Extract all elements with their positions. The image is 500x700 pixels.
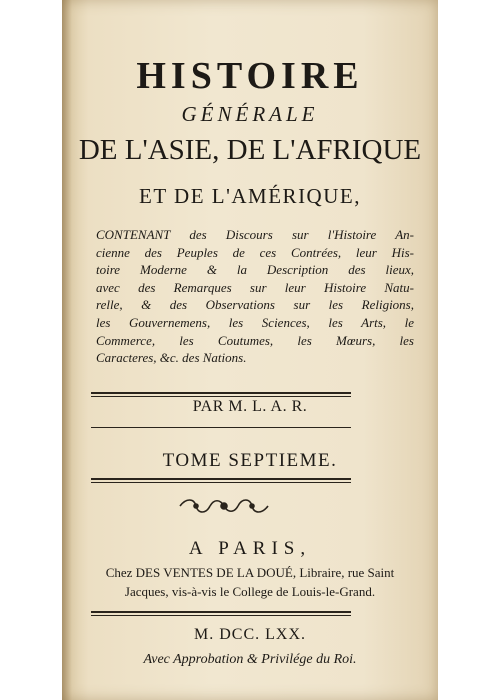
rule-below-author [91, 427, 351, 428]
description-line: cienne des Peuples de ces Contrées, leur His- [96, 244, 414, 260]
publication-date: M. DCC. LXX. [193, 626, 306, 643]
description-line: Caracteres, &c. des Nations. [96, 350, 247, 366]
volume-line: TOME SEPTIEME. [162, 450, 338, 471]
royal-approbation: Avec Approbation & Privilége du Roi. [143, 652, 357, 667]
title-line-histoire: HISTOIRE [136, 55, 364, 97]
fleuron-ornament-icon [176, 496, 272, 516]
rule-below-volume [91, 478, 351, 480]
rule-above-author [91, 392, 351, 394]
description-line: les Gouvernemens, les Sciences, les Arts, le [96, 314, 414, 330]
author-line: PAR M. L. A. R. [192, 398, 308, 415]
description-line: relle, & des Observations sur les Religions, [96, 297, 414, 313]
description-line: CONTENANT des Discours sur l'Histoire An- [96, 227, 414, 242]
description-line: Commerce, les Coutumes, les Mœurs, les [96, 332, 414, 348]
rule-above-date [91, 611, 351, 613]
description-line: toire Moderne & la Description des lieux, [96, 262, 414, 278]
title-line-generale: GÉNÉRALE [181, 102, 319, 126]
title-line-asie-afrique: DE L'ASIE, DE L'AFRIQUE [78, 134, 422, 166]
description-line: avec des Remarques sur leur Histoire Natu- [96, 279, 414, 295]
imprint-publisher-line-1: Chez DES VENTES DE LA DOUÉ, Libraire, rue Saint [105, 565, 395, 580]
title-line-amerique: ET DE L'AMÉRIQUE, [139, 184, 361, 208]
contents-description [96, 226, 414, 367]
imprint-city: A PARIS, [188, 538, 312, 559]
imprint-publisher-line-2: Jacques, vis-à-vis le College de Louis-le-Grand. [124, 584, 376, 599]
